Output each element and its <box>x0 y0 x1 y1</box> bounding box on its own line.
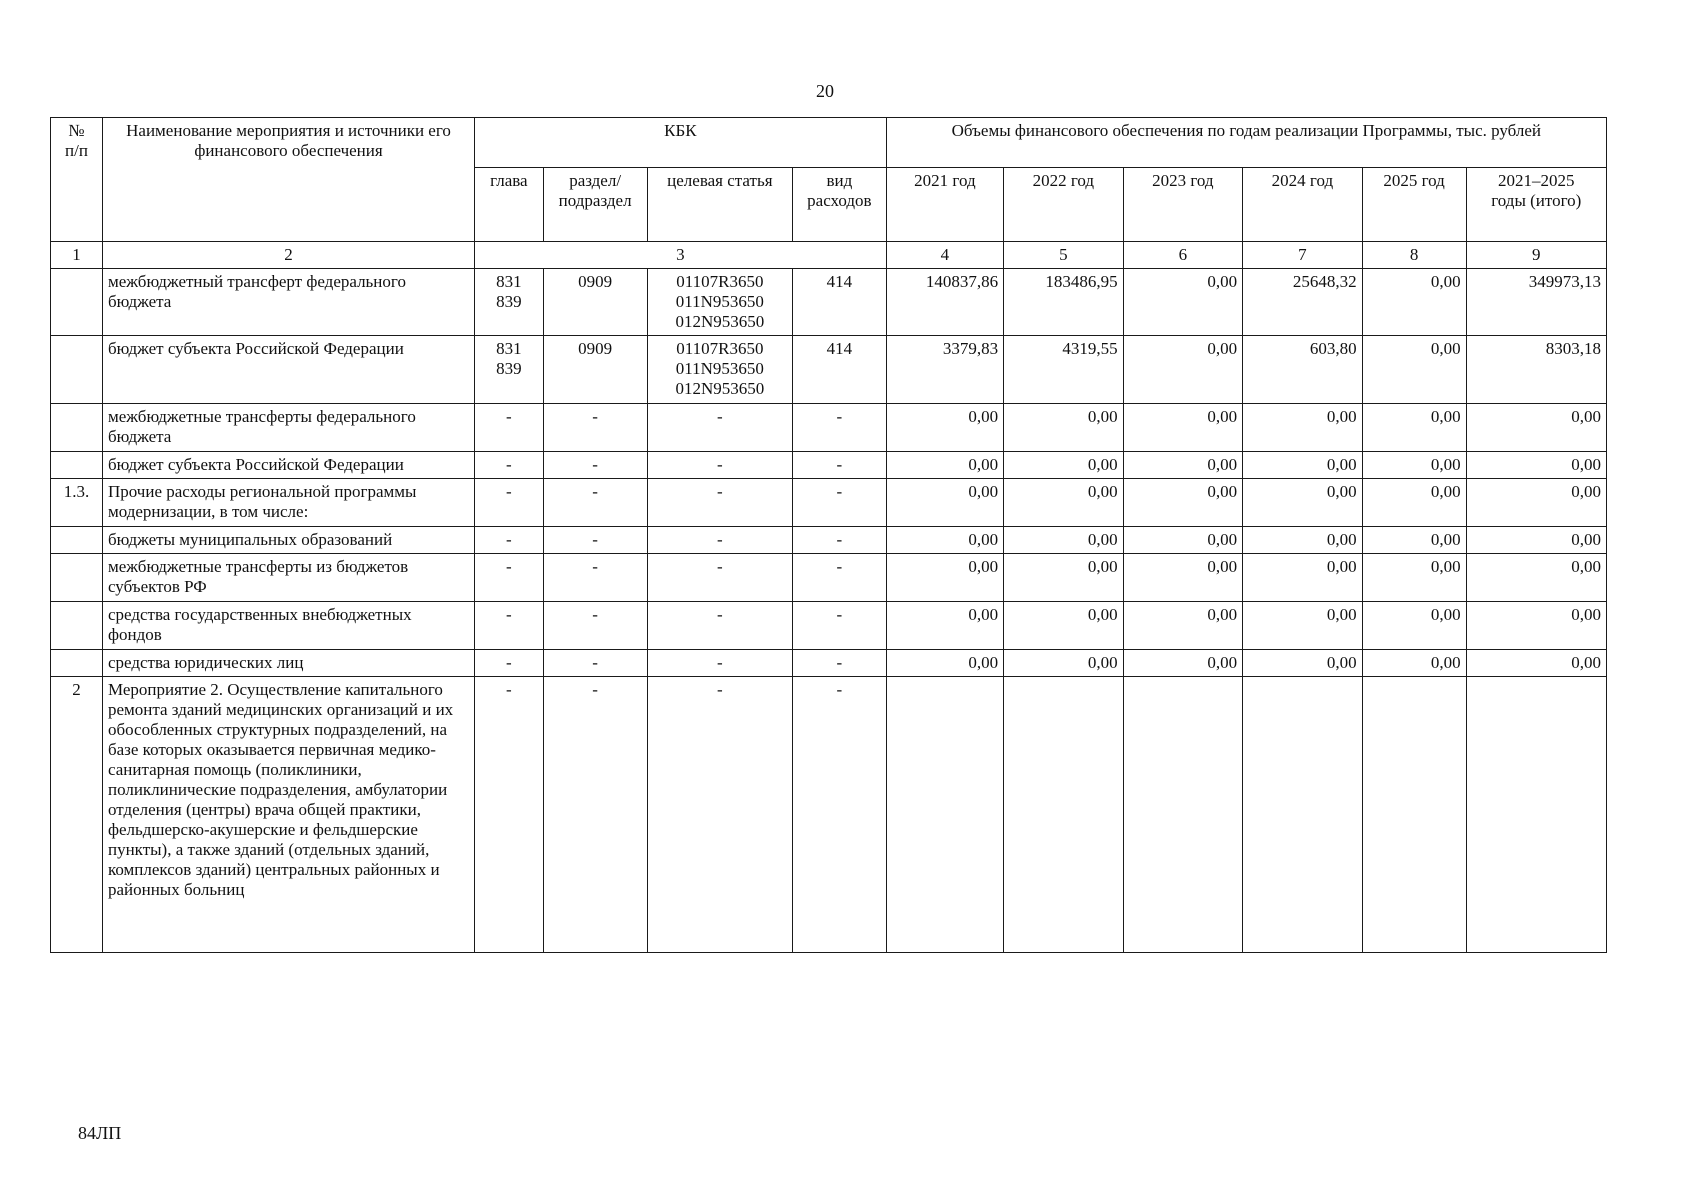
row-name: межбюджетные трансферты из бюджетов субъектов РФ <box>102 554 474 602</box>
cell-tselevaya: - <box>647 677 793 953</box>
document-code: 84ЛП <box>78 1123 122 1143</box>
cell-glava: 831 839 <box>475 269 544 336</box>
cell-razdel: - <box>543 527 647 554</box>
table-row <box>51 452 1607 479</box>
cell-2022: 0,00 <box>1004 554 1124 602</box>
cell-2022: 0,00 <box>1004 452 1124 479</box>
cell-2021: 140837,86 <box>886 269 1003 336</box>
row-name: межбюджетные трансферты федерального бюджета <box>102 404 474 452</box>
col-header-glava: глава <box>475 168 544 242</box>
cell-2025: 0,00 <box>1362 269 1466 336</box>
cell-2022: 0,00 <box>1004 527 1124 554</box>
col-number-1: 1 <box>51 242 103 269</box>
col-number-9: 9 <box>1466 242 1606 269</box>
cell-razdel: - <box>543 677 647 953</box>
table-row <box>51 677 1607 953</box>
cell-2021: 0,00 <box>886 602 1003 650</box>
cell-2022: 183486,95 <box>1004 269 1124 336</box>
table-row <box>51 554 1607 602</box>
row-name: бюджеты муниципальных образований <box>102 527 474 554</box>
cell-razdel: - <box>543 479 647 527</box>
cell-2021: 0,00 <box>886 527 1003 554</box>
cell-2022: 4319,55 <box>1004 336 1124 404</box>
cell-2024: 0,00 <box>1243 404 1363 452</box>
cell-2024 <box>1243 677 1363 953</box>
cell-2023: 0,00 <box>1123 650 1243 677</box>
cell-2021: 0,00 <box>886 404 1003 452</box>
cell-2021: 0,00 <box>886 554 1003 602</box>
cell-razdel: - <box>543 554 647 602</box>
cell-2025: 0,00 <box>1362 554 1466 602</box>
cell-2023: 0,00 <box>1123 336 1243 404</box>
col-header-name: Наименование мероприятия и источники его финансового обеспечения <box>102 118 474 242</box>
cell-2024: 603,80 <box>1243 336 1363 404</box>
cell-2025: 0,00 <box>1362 527 1466 554</box>
col-number-2: 2 <box>102 242 474 269</box>
col-header-total: 2021–2025 годы (итого) <box>1466 168 1606 242</box>
row-number <box>51 336 103 404</box>
col-header-volumes: Объемы финансового обеспечения по годам реализации Программы, тыс. рублей <box>886 118 1606 168</box>
table-row <box>51 527 1607 554</box>
cell-vid: - <box>793 554 887 602</box>
table-row <box>51 269 1607 336</box>
page-number: 20 <box>816 81 834 101</box>
cell-tselevaya: - <box>647 404 793 452</box>
cell-glava: - <box>475 452 544 479</box>
cell-2021 <box>886 677 1003 953</box>
cell-tselevaya: - <box>647 554 793 602</box>
cell-total: 0,00 <box>1466 479 1606 527</box>
column-numbering-row <box>51 242 1607 269</box>
cell-tselevaya: - <box>647 602 793 650</box>
cell-glava: - <box>475 527 544 554</box>
col-header-2025: 2025 год <box>1362 168 1466 242</box>
cell-2023: 0,00 <box>1123 527 1243 554</box>
row-name: бюджет субъекта Российской Федерации <box>102 452 474 479</box>
cell-2024: 0,00 <box>1243 554 1363 602</box>
row-name: межбюджетный трансферт федерального бюджета <box>102 269 474 336</box>
cell-total: 0,00 <box>1466 527 1606 554</box>
cell-2022: 0,00 <box>1004 404 1124 452</box>
cell-2023: 0,00 <box>1123 602 1243 650</box>
cell-razdel: 0909 <box>543 336 647 404</box>
cell-2021: 3379,83 <box>886 336 1003 404</box>
row-name: Прочие расходы региональной программы модернизации, в том числе: <box>102 479 474 527</box>
cell-2023 <box>1123 677 1243 953</box>
cell-2022 <box>1004 677 1124 953</box>
cell-total <box>1466 677 1606 953</box>
cell-glava: - <box>475 602 544 650</box>
cell-2024: 0,00 <box>1243 479 1363 527</box>
cell-total: 349973,13 <box>1466 269 1606 336</box>
col-header-tselevaya: целевая статья <box>647 168 793 242</box>
cell-2025: 0,00 <box>1362 404 1466 452</box>
cell-tselevaya: - <box>647 479 793 527</box>
col-number-6: 6 <box>1123 242 1243 269</box>
cell-2023: 0,00 <box>1123 479 1243 527</box>
col-header-razdel: раздел/ подраздел <box>543 168 647 242</box>
col-header-vid: вид расходов <box>793 168 887 242</box>
col-header-kbk: КБК <box>475 118 887 168</box>
cell-glava: - <box>475 404 544 452</box>
row-number: 2 <box>51 677 103 953</box>
col-number-5: 5 <box>1004 242 1124 269</box>
row-name: средства государственных внебюджетных фондов <box>102 602 474 650</box>
cell-2024: 0,00 <box>1243 602 1363 650</box>
cell-glava: - <box>475 479 544 527</box>
col-header-2021: 2021 год <box>886 168 1003 242</box>
table-row <box>51 336 1607 404</box>
cell-total: 0,00 <box>1466 650 1606 677</box>
cell-vid: - <box>793 479 887 527</box>
header-row-top <box>51 118 1607 168</box>
col-number-4: 4 <box>886 242 1003 269</box>
cell-tselevaya: 01107R3650 011N953650 012N953650 <box>647 269 793 336</box>
cell-vid: - <box>793 602 887 650</box>
row-number <box>51 452 103 479</box>
cell-glava: 831 839 <box>475 336 544 404</box>
cell-2023: 0,00 <box>1123 554 1243 602</box>
table-row <box>51 602 1607 650</box>
cell-vid: 414 <box>793 269 887 336</box>
col-number-8: 8 <box>1362 242 1466 269</box>
cell-total: 8303,18 <box>1466 336 1606 404</box>
row-number: 1.3. <box>51 479 103 527</box>
cell-2024: 0,00 <box>1243 650 1363 677</box>
cell-2022: 0,00 <box>1004 602 1124 650</box>
cell-2025: 0,00 <box>1362 650 1466 677</box>
cell-2023: 0,00 <box>1123 404 1243 452</box>
cell-2024: 0,00 <box>1243 452 1363 479</box>
cell-razdel: - <box>543 650 647 677</box>
cell-total: 0,00 <box>1466 554 1606 602</box>
cell-2025: 0,00 <box>1362 452 1466 479</box>
col-header-number: № п/п <box>51 118 103 242</box>
col-number-7: 7 <box>1243 242 1363 269</box>
cell-glava: - <box>475 677 544 953</box>
row-name: Мероприятие 2. Осуществление капитального ремонта зданий медицинских организаций и их обособленных структурных подразделений, на базе которых оказывается первичная медико-санитарная помощь (поликлиники, поликлинические подразделения, амбулатории отделения (центры) врача общей практики, фельдшерско-акушерские и фельдшерские пункты), а также зданий (отдельных зданий, комплексов зданий) центральных районных и районных больниц <box>102 677 474 953</box>
cell-2024: 0,00 <box>1243 527 1363 554</box>
cell-vid: - <box>793 404 887 452</box>
cell-razdel: 0909 <box>543 269 647 336</box>
cell-glava: - <box>475 554 544 602</box>
row-number <box>51 650 103 677</box>
col-number-3: 3 <box>475 242 887 269</box>
row-name: бюджет субъекта Российской Федерации <box>102 336 474 404</box>
table-row <box>51 650 1607 677</box>
row-name: средства юридических лиц <box>102 650 474 677</box>
cell-vid: - <box>793 452 887 479</box>
cell-2025: 0,00 <box>1362 479 1466 527</box>
col-header-2023: 2023 год <box>1123 168 1243 242</box>
cell-tselevaya: - <box>647 452 793 479</box>
cell-2025 <box>1362 677 1466 953</box>
cell-2021: 0,00 <box>886 452 1003 479</box>
cell-2023: 0,00 <box>1123 452 1243 479</box>
cell-2025: 0,00 <box>1362 602 1466 650</box>
cell-2025: 0,00 <box>1362 336 1466 404</box>
cell-total: 0,00 <box>1466 602 1606 650</box>
row-number <box>51 602 103 650</box>
col-header-2022: 2022 год <box>1004 168 1124 242</box>
cell-vid: 414 <box>793 336 887 404</box>
row-number <box>51 269 103 336</box>
cell-2022: 0,00 <box>1004 650 1124 677</box>
cell-razdel: - <box>543 602 647 650</box>
financing-table <box>50 117 1607 953</box>
cell-2023: 0,00 <box>1123 269 1243 336</box>
row-number <box>51 554 103 602</box>
cell-2021: 0,00 <box>886 479 1003 527</box>
cell-2021: 0,00 <box>886 650 1003 677</box>
cell-tselevaya: - <box>647 527 793 554</box>
cell-razdel: - <box>543 404 647 452</box>
row-number <box>51 404 103 452</box>
table-row <box>51 479 1607 527</box>
cell-tselevaya: 01107R3650 011N953650 012N953650 <box>647 336 793 404</box>
cell-total: 0,00 <box>1466 404 1606 452</box>
cell-total: 0,00 <box>1466 452 1606 479</box>
cell-2024: 25648,32 <box>1243 269 1363 336</box>
table-row <box>51 404 1607 452</box>
cell-glava: - <box>475 650 544 677</box>
cell-vid: - <box>793 677 887 953</box>
col-header-2024: 2024 год <box>1243 168 1363 242</box>
cell-vid: - <box>793 650 887 677</box>
cell-vid: - <box>793 527 887 554</box>
cell-razdel: - <box>543 452 647 479</box>
cell-2022: 0,00 <box>1004 479 1124 527</box>
row-number <box>51 527 103 554</box>
cell-tselevaya: - <box>647 650 793 677</box>
